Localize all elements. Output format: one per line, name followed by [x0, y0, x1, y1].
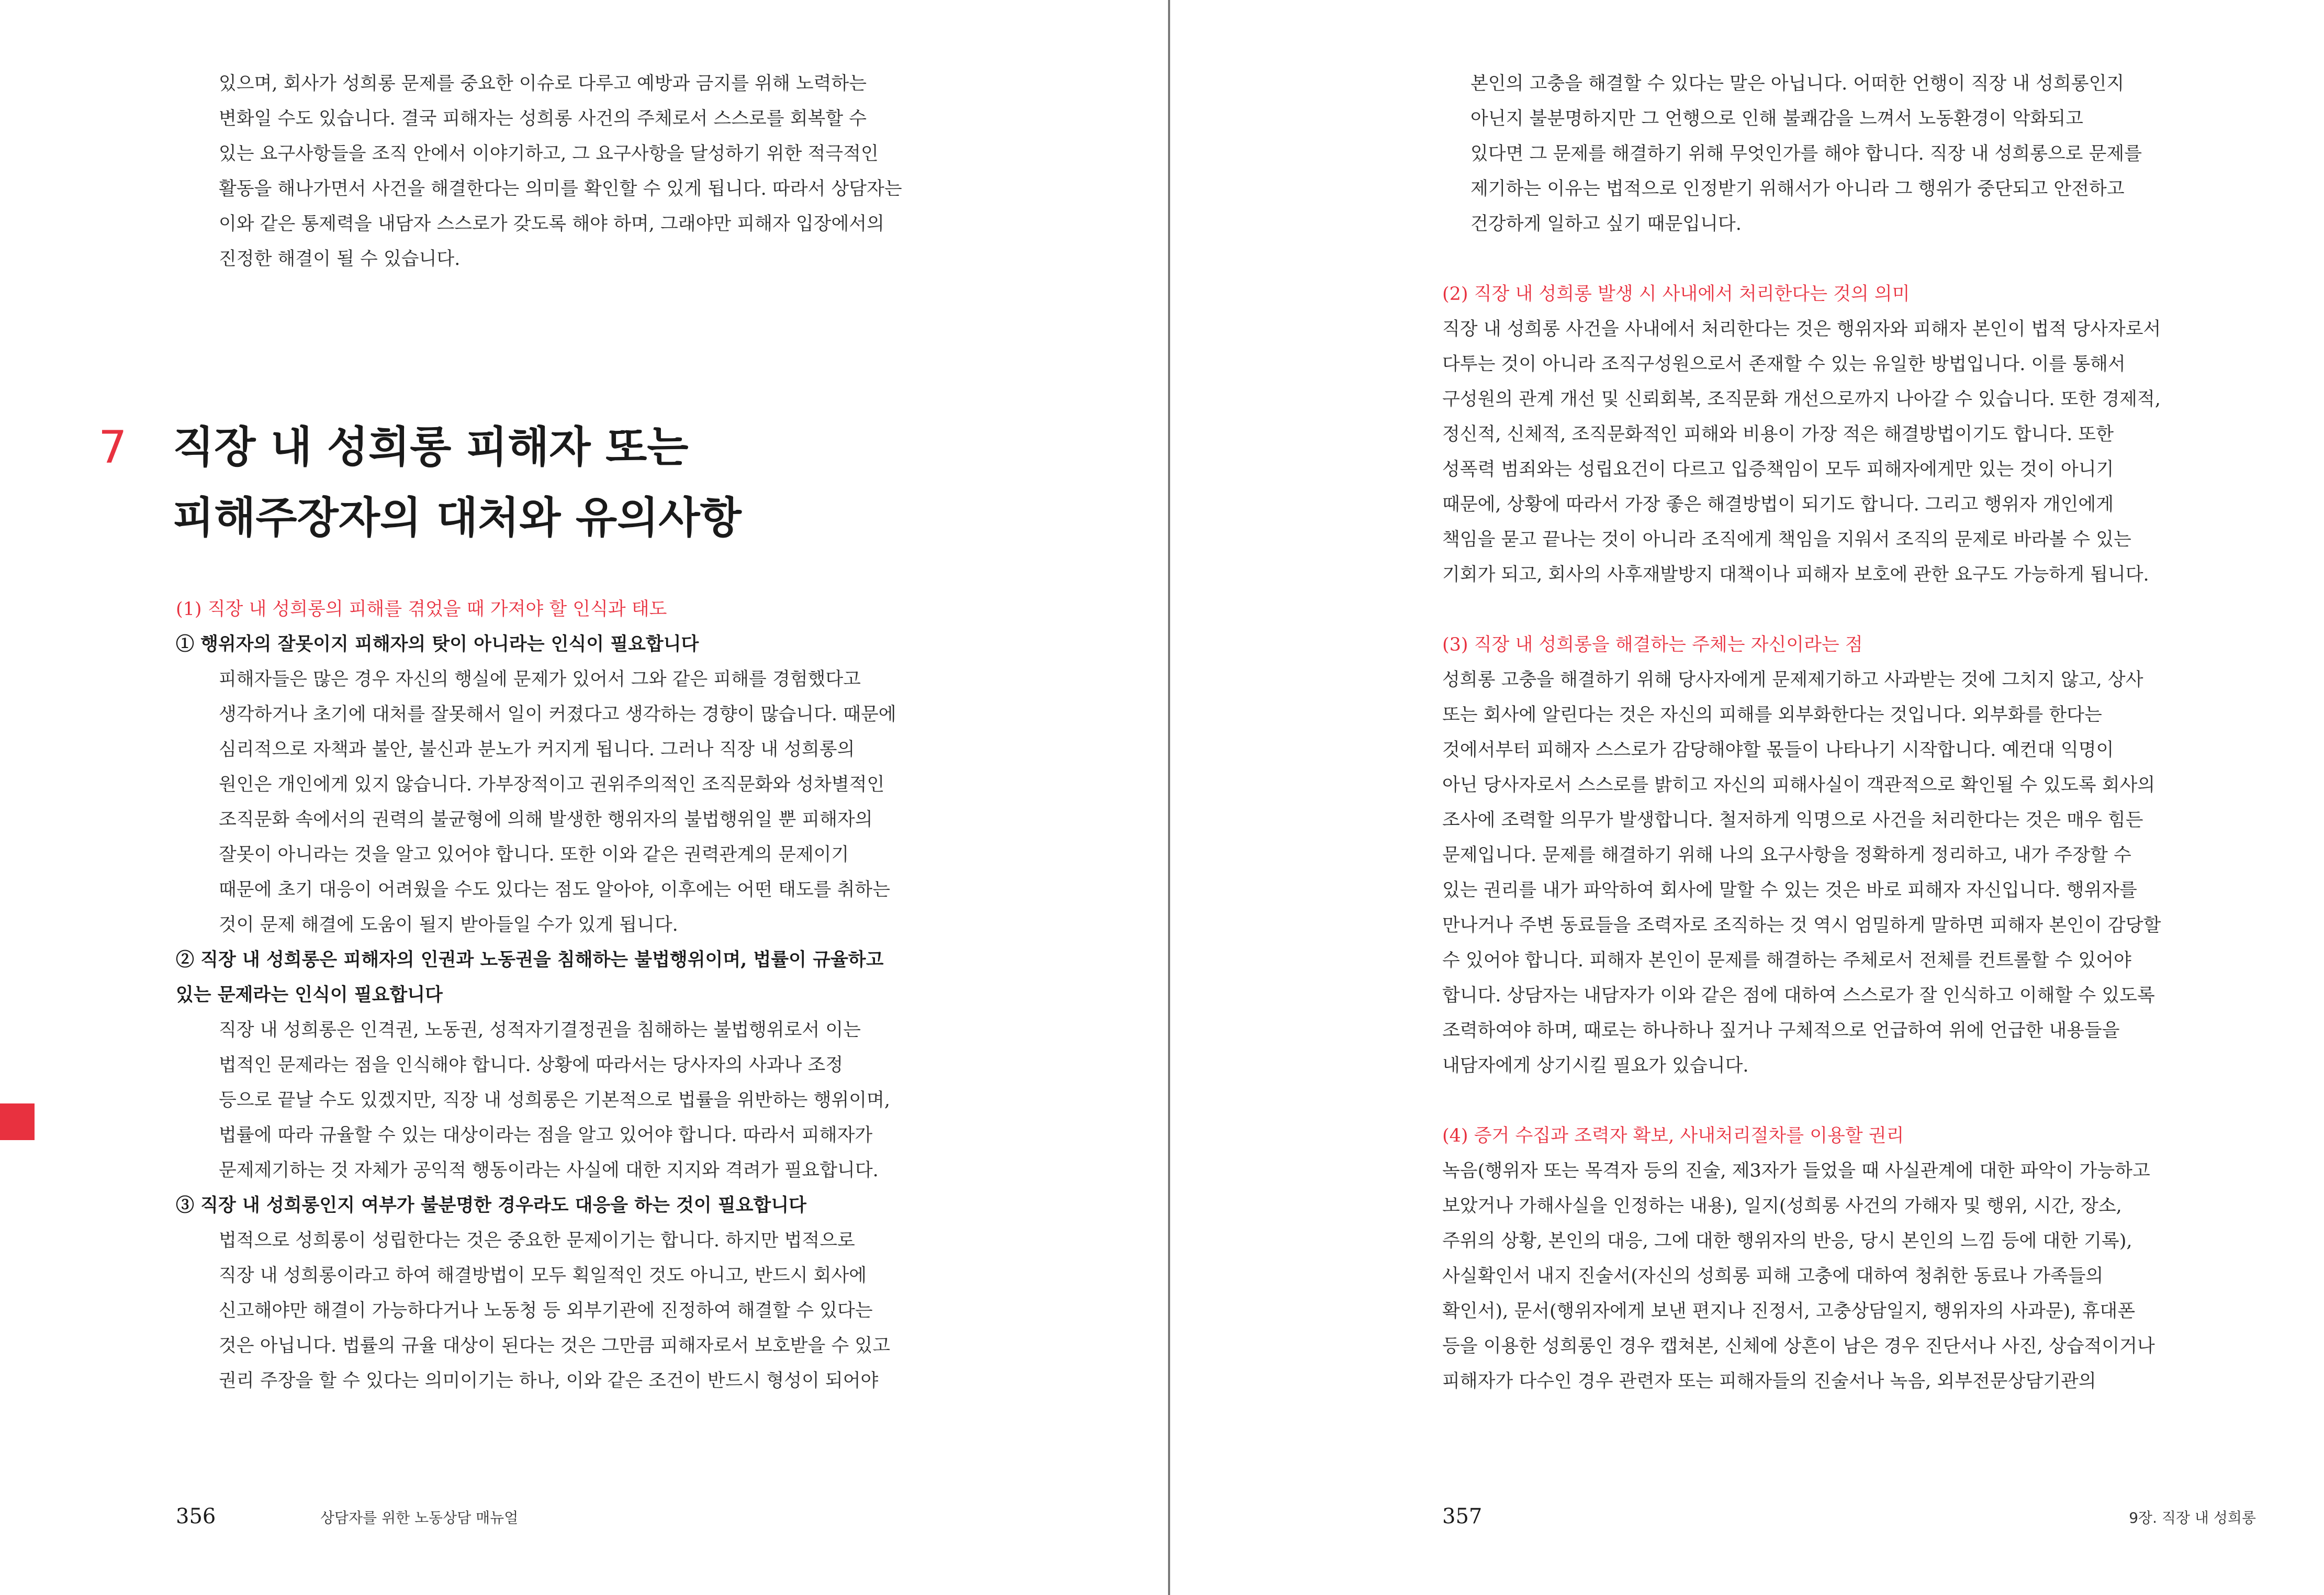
- chapter-title-line2: 피해주장자의 대처와 유의사항: [173, 493, 742, 543]
- section-2-line: 책임을 묻고 끝나는 것이 아니라 조직에게 책임을 지워서 조직의 문제로 바라볼 수 있는: [1442, 529, 2131, 550]
- section-4-line: 피해자가 다수인 경우 관련자 또는 피해자들의 진술서나 녹음, 외부전문상담기관의: [1442, 1371, 2096, 1392]
- item-1-line: 생각하거나 초기에 대처를 잘못해서 일이 커졌다고 생각하는 경향이 많습니다. 때문에: [219, 704, 896, 725]
- item-1-line: 것이 문제 해결에 도움이 될지 받아들일 수가 있게 됩니다.: [219, 914, 678, 935]
- item-2-line: 법적인 문제라는 점을 인식해야 합니다. 상황에 따라서는 당사자의 사과나 조정: [219, 1055, 844, 1076]
- section-2-line: 구성원의 관계 개선 및 신뢰회복, 조직문화 개선으로까지 나아갈 수 있습니다. 또한 경제적,: [1442, 389, 2161, 410]
- item-3-line: 것은 아닙니다. 법률의 규율 대상이 된다는 것은 그만큼 피해자로서 보호받을 수 있고: [219, 1335, 891, 1356]
- section-heading-4: (4) 증거 수집과 조력자 확보, 사내처리절차를 이용할 권리: [1442, 1125, 1904, 1146]
- intro-line: 변화일 수도 있습니다. 결국 피해자는 성희롱 사건의 주체로서 스스로를 회복할 수: [219, 108, 867, 129]
- intro-line: 있는 요구사항들을 조직 안에서 이야기하고, 그 요구사항을 달성하기 위한 적극적인: [219, 143, 879, 164]
- item-1-line: 잘못이 아니라는 것을 알고 있어야 합니다. 또한 이와 같은 권력관계의 문제이기: [219, 844, 849, 865]
- item-heading-2-cont: 있는 문제라는 인식이 필요합니다: [176, 984, 443, 1006]
- section-3-line: 문제입니다. 문제를 해결하기 위해 나의 요구사항을 정확하게 정리하고, 내가 주장할 수: [1442, 845, 2131, 866]
- item-2-line: 법률에 따라 규율할 수 있는 대상이라는 점을 알고 있어야 합니다. 따라서 피해자가: [219, 1125, 873, 1146]
- item-1-line: 원인은 개인에게 있지 않습니다. 가부장적이고 권위주의적인 조직문화와 성차별적인: [219, 774, 885, 795]
- section-4-line: 녹음(행위자 또는 목격자 등의 진술, 제3자가 들었을 때 사실관계에 대한 파악이 가능하고: [1442, 1161, 2150, 1181]
- section-4-line: 주위의 상황, 본인의 대응, 그에 대한 행위자의 반응, 당시 본인의 느낌 등에 대한 기록),: [1442, 1231, 2132, 1252]
- section-heading-2: (2) 직장 내 성희롱 발생 시 사내에서 처리한다는 것의 의미: [1442, 284, 1910, 305]
- page-number-left: 356: [176, 1504, 216, 1529]
- chapter-thumb-tab: [0, 1103, 35, 1140]
- right-page: [1170, 0, 2324, 1595]
- intro-line: 있으며, 회사가 성희롱 문제를 중요한 이슈로 다루고 예방과 금지를 위해 노력하는: [219, 73, 867, 94]
- section-heading-1: (1) 직장 내 성희롱의 피해를 겪었을 때 가져야 할 인식과 태도: [176, 599, 667, 620]
- intro-line: 진정한 해결이 될 수 있습니다.: [219, 249, 461, 270]
- section-4-line: 사실확인서 내지 진술서(자신의 성희롱 피해 고충에 대하여 청취한 동료나 가족들의: [1442, 1266, 2104, 1287]
- item-3-line: 직장 내 성희롱이라고 하여 해결방법이 모두 획일적인 것도 아니고, 반드시 회사에: [219, 1265, 867, 1286]
- intro-line: 이와 같은 통제력을 내담자 스스로가 갖도록 해야 하며, 그래야만 피해자 입장에서의: [219, 214, 884, 235]
- intro-line: 활동을 해나가면서 사건을 해결한다는 의미를 확인할 수 있게 됩니다. 따라서 상담자는: [219, 179, 902, 199]
- section-4-line: 등을 이용한 성희롱인 경우 캡쳐본, 신체에 상흔이 남은 경우 진단서나 사진, 상습적이거나: [1442, 1336, 2155, 1357]
- section-3-line: 것에서부터 피해자 스스로가 감당해야할 몫들이 나타나기 시작합니다. 예컨대 익명이: [1442, 740, 2114, 761]
- section-3-line: 또는 회사에 알린다는 것은 자신의 피해를 외부화한다는 것입니다. 외부화를 한다는: [1442, 705, 2102, 726]
- section-heading-3: (3) 직장 내 성희롱을 해결하는 주체는 자신이라는 점: [1442, 634, 1863, 655]
- item-1-line: 때문에 초기 대응이 어려웠을 수도 있다는 점도 알아야, 이후에는 어떤 태도를 취하는: [219, 879, 891, 900]
- section-4-line: 확인서), 문서(행위자에게 보낸 편지나 진정서, 고충상담일지, 행위자의 사과문), 휴대폰: [1442, 1301, 2136, 1322]
- item-heading-3: ③ 직장 내 성희롱인지 여부가 불분명한 경우라도 대응을 하는 것이 필요합니다: [176, 1195, 806, 1216]
- section-3-line: 합니다. 상담자는 내담자가 이와 같은 점에 대하여 스스로가 잘 인식하고 이해할 수 있도록: [1442, 985, 2155, 1006]
- item-1-line: 심리적으로 자책과 불안, 불신과 분노가 커지게 됩니다. 그러나 직장 내 성희롱의: [219, 739, 855, 760]
- section-3-line: 성희롱 고충을 해결하기 위해 당사자에게 문제제기하고 사과받는 것에 그치지 않고, 상사: [1442, 670, 2143, 690]
- section-2-line: 때문에, 상황에 따라서 가장 좋은 해결방법이 되기도 합니다. 그리고 행위자 개인에게: [1442, 494, 2114, 515]
- chapter-number: 7: [98, 421, 127, 474]
- item-3-line: 권리 주장을 할 수 있다는 의미이기는 하나, 이와 같은 조건이 반드시 형성이 되어야: [219, 1370, 879, 1391]
- section-3-line: 아닌 당사자로서 스스로를 밝히고 자신의 피해사실이 객관적으로 확인될 수 있도록 회사의: [1442, 775, 2155, 796]
- running-head-right: 9장. 직장 내 성희롱: [2129, 1509, 2256, 1526]
- section-3-line: 만나거나 주변 동료들을 조력자로 조직하는 것 역시 엄밀하게 말하면 피해자 본인이 감당할: [1442, 915, 2161, 936]
- item-1-line: 조직문화 속에서의 권력의 불균형에 의해 발생한 행위자의 불법행위일 뿐 피해자의: [219, 809, 873, 830]
- section-3-line: 수 있어야 합니다. 피해자 본인이 문제를 해결하는 주체로서 전체를 컨트롤할 수 있어야: [1442, 950, 2131, 971]
- continued-line: 제기하는 이유는 법적으로 인정받기 위해서가 아니라 그 행위가 중단되고 안전하고: [1470, 179, 2125, 199]
- section-2-line: 정신적, 신체적, 조직문화적인 피해와 비용이 가장 적은 해결방법이기도 합니다. 또한: [1442, 424, 2114, 445]
- section-2-line: 직장 내 성희롱 사건을 사내에서 처리한다는 것은 행위자와 피해자 본인이 법적 당사자로서: [1442, 319, 2161, 340]
- item-2-line: 등으로 끝날 수도 있겠지만, 직장 내 성희롱은 기본적으로 법률을 위반하는 행위이며,: [219, 1090, 891, 1111]
- item-3-line: 신고해야만 해결이 가능하다거나 노동청 등 외부기관에 진정하여 해결할 수 있다는: [219, 1300, 873, 1321]
- item-1-line: 피해자들은 많은 경우 자신의 행실에 문제가 있어서 그와 같은 피해를 경험했다고: [219, 669, 861, 690]
- item-2-line: 직장 내 성희롱은 인격권, 노동권, 성적자기결정권을 침해하는 불법행위로서 이는: [219, 1020, 861, 1041]
- section-3-line: 조력하여야 하며, 때로는 하나하나 짚거나 구체적으로 언급하여 위에 언급한 내용들을: [1442, 1020, 2120, 1041]
- continued-line: 있다면 그 문제를 해결하기 위해 무엇인가를 해야 합니다. 직장 내 성희롱으로 문제를: [1470, 143, 2142, 164]
- running-head-left: 상담자를 위한 노동상담 매뉴얼: [320, 1509, 519, 1526]
- section-4-line: 보았거나 가해사실을 인정하는 내용), 일지(성희롱 사건의 가해자 및 행위, 시간, 장소,: [1442, 1196, 2122, 1217]
- section-2-line: 성폭력 범죄와는 성립요건이 다르고 입증책임이 모두 피해자에게만 있는 것이 아니기: [1442, 459, 2114, 480]
- chapter-title-line1: 직장 내 성희롱 피해자 또는: [173, 422, 689, 472]
- item-3-line: 법적으로 성희롱이 성립한다는 것은 중요한 문제이기는 합니다. 하지만 법적으로: [219, 1230, 855, 1251]
- continued-line: 건강하게 일하고 싶기 때문입니다.: [1470, 214, 1742, 235]
- item-heading-2: ② 직장 내 성희롱은 피해자의 인권과 노동권을 침해하는 불법행위이며, 법률이 규율하고: [176, 949, 884, 971]
- continued-line: 본인의 고충을 해결할 수 있다는 말은 아닙니다. 어떠한 언행이 직장 내 성희롱인지: [1470, 73, 2125, 94]
- section-2-line: 기회가 되고, 회사의 사후재발방지 대책이나 피해자 보호에 관한 요구도 가능하게 됩니다.: [1442, 564, 2149, 585]
- continued-line: 아닌지 불분명하지만 그 언행으로 인해 불쾌감을 느껴서 노동환경이 악화되고: [1470, 108, 2083, 129]
- item-heading-1: ① 행위자의 잘못이지 피해자의 탓이 아니라는 인식이 필요합니다: [176, 633, 699, 655]
- section-3-line: 조사에 조력할 의무가 발생합니다. 철저하게 익명으로 사건을 처리한다는 것은 매우 힘든: [1442, 810, 2143, 831]
- section-3-line: 있는 권리를 내가 파악하여 회사에 말할 수 있는 것은 바로 피해자 자신입니다. 행위자를: [1442, 880, 2137, 901]
- item-2-line: 문제제기하는 것 자체가 공익적 행동이라는 사실에 대한 지지와 격려가 필요합니다.: [219, 1160, 879, 1181]
- page-number-right: 357: [1442, 1504, 1483, 1529]
- section-3-line: 내담자에게 상기시킬 필요가 있습니다.: [1442, 1055, 1749, 1076]
- section-2-line: 다투는 것이 아니라 조직구성원으로서 존재할 수 있는 유일한 방법입니다. 이를 통해서: [1442, 354, 2126, 375]
